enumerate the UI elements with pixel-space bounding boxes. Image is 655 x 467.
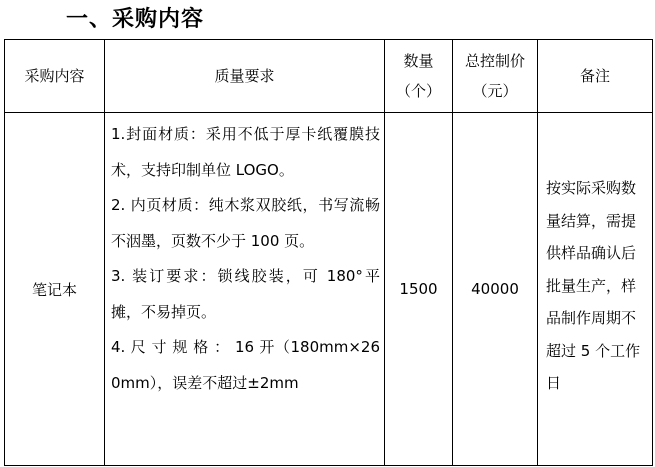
cell-price: 40000 xyxy=(453,113,538,466)
header-item: 采购内容 xyxy=(5,40,105,113)
header-quality: 质量要求 xyxy=(105,40,385,113)
cell-quantity: 1500 xyxy=(385,113,453,466)
header-quantity xyxy=(385,40,453,113)
quality-item-size: 4. 尺 寸 规 格 ： 16 开（180mm×260mm），误差不超过±2mm xyxy=(111,338,380,392)
quality-item-material-cover: 1.封面材质：采用不低于厚卡纸覆膜技术，支持印制单位 LOGO。 xyxy=(111,125,380,179)
cell-quality xyxy=(105,113,385,466)
remark-text: 按实际采购数量结算，需提供样品确认后批量生产，样品制作周期不超过 5 个工作日 xyxy=(546,179,641,393)
procurement-table xyxy=(4,39,653,466)
header-quantity-unit: （个） xyxy=(395,82,441,100)
quality-item-binding: 3. 装订要求：锁线胶装，可 180°平摊，不易掉页。 xyxy=(111,267,380,321)
table-row xyxy=(5,113,653,466)
header-remark: 备注 xyxy=(538,40,653,113)
header-quantity-label: 数量 xyxy=(403,52,434,70)
cell-remark xyxy=(538,113,653,466)
header-price-unit: （元） xyxy=(472,82,518,100)
header-price-label: 总控制价 xyxy=(464,52,525,70)
section-heading: 一、采购内容 xyxy=(66,7,205,32)
quality-item-material-inner: 2. 内页材质：纯木浆双胶纸，书写流畅不洇墨，页数不少于 100 页。 xyxy=(111,196,380,250)
header-price xyxy=(453,40,538,113)
cell-item: 笔记本 xyxy=(5,113,105,466)
table-header-row xyxy=(5,40,653,113)
